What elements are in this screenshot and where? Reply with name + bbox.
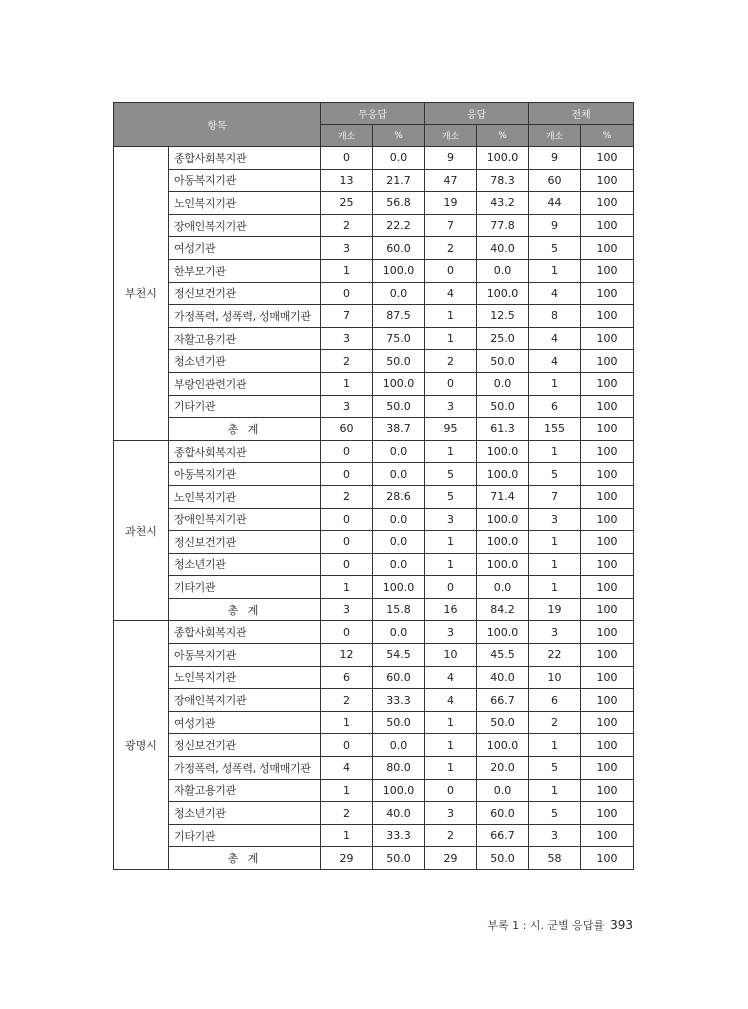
no-response-count-cell: 1 bbox=[321, 259, 373, 282]
table-row bbox=[114, 531, 634, 554]
table-row bbox=[114, 305, 634, 328]
no-response-percent-cell: 50.0 bbox=[373, 395, 425, 418]
total-percent-cell: 100 bbox=[581, 485, 634, 508]
institution-label: 기타기관 bbox=[169, 395, 321, 418]
total-count-cell: 60 bbox=[529, 169, 581, 192]
total-percent-cell: 100 bbox=[581, 259, 634, 282]
no-response-count-cell: 13 bbox=[321, 169, 373, 192]
no-response-percent-cell: 56.8 bbox=[373, 192, 425, 215]
no-response-count-cell: 1 bbox=[321, 372, 373, 395]
total-label: 총 계 bbox=[169, 418, 321, 441]
response-count-cell: 3 bbox=[425, 508, 477, 531]
response-rate-table bbox=[113, 102, 634, 870]
institution-label: 정신보건기관 bbox=[169, 734, 321, 757]
total-count-cell: 6 bbox=[529, 395, 581, 418]
total-percent-cell: 100 bbox=[581, 350, 634, 373]
no-response-count-cell: 2 bbox=[321, 485, 373, 508]
no-response-percent-cell: 87.5 bbox=[373, 305, 425, 328]
table-row bbox=[114, 327, 634, 350]
no-response-percent-cell: 0.0 bbox=[373, 553, 425, 576]
no-response-percent-cell: 38.7 bbox=[373, 418, 425, 441]
total-label: 총 계 bbox=[169, 847, 321, 870]
total-percent-cell: 100 bbox=[581, 689, 634, 712]
no-response-count-cell: 4 bbox=[321, 757, 373, 780]
total-percent-cell: 100 bbox=[581, 192, 634, 215]
no-response-percent-cell: 0.0 bbox=[373, 621, 425, 644]
table-row bbox=[114, 644, 634, 667]
institution-label: 장애인복지기관 bbox=[169, 689, 321, 712]
total-row bbox=[114, 418, 634, 441]
table-row bbox=[114, 824, 634, 847]
response-count-cell: 16 bbox=[425, 598, 477, 621]
total-count-cell: 1 bbox=[529, 372, 581, 395]
table-body bbox=[114, 147, 634, 870]
table-row bbox=[114, 711, 634, 734]
no-response-percent-cell: 50.0 bbox=[373, 350, 425, 373]
institution-label: 부랑인관련기관 bbox=[169, 372, 321, 395]
total-count-cell: 1 bbox=[529, 779, 581, 802]
institution-label: 기타기관 bbox=[169, 824, 321, 847]
total-percent-cell: 100 bbox=[581, 372, 634, 395]
total-percent-cell: 100 bbox=[581, 553, 634, 576]
no-response-count-cell: 7 bbox=[321, 305, 373, 328]
response-percent-cell: 50.0 bbox=[477, 350, 529, 373]
total-count-cell: 6 bbox=[529, 689, 581, 712]
total-percent-cell: 100 bbox=[581, 666, 634, 689]
total-count-cell: 1 bbox=[529, 440, 581, 463]
table-row bbox=[114, 508, 634, 531]
table-row bbox=[114, 621, 634, 644]
total-count-cell: 3 bbox=[529, 508, 581, 531]
total-count-cell: 5 bbox=[529, 237, 581, 260]
response-count-cell: 1 bbox=[425, 440, 477, 463]
no-response-percent-cell: 21.7 bbox=[373, 169, 425, 192]
response-percent-cell: 60.0 bbox=[477, 802, 529, 825]
page-footer bbox=[440, 917, 633, 933]
no-response-percent-cell: 54.5 bbox=[373, 644, 425, 667]
no-response-percent-cell: 22.2 bbox=[373, 214, 425, 237]
response-percent-cell: 40.0 bbox=[477, 666, 529, 689]
total-percent-cell: 100 bbox=[581, 305, 634, 328]
response-count-cell: 29 bbox=[425, 847, 477, 870]
no-response-percent-cell: 0.0 bbox=[373, 463, 425, 486]
response-percent-cell: 12.5 bbox=[477, 305, 529, 328]
institution-label: 한부모기관 bbox=[169, 259, 321, 282]
response-percent-cell: 50.0 bbox=[477, 395, 529, 418]
response-count-cell: 1 bbox=[425, 305, 477, 328]
header-total: 전체 bbox=[529, 103, 634, 125]
no-response-percent-cell: 0.0 bbox=[373, 508, 425, 531]
no-response-count-cell: 0 bbox=[321, 508, 373, 531]
no-response-percent-cell: 80.0 bbox=[373, 757, 425, 780]
institution-label: 종합사회복지관 bbox=[169, 440, 321, 463]
response-count-cell: 19 bbox=[425, 192, 477, 215]
response-percent-cell: 78.3 bbox=[477, 169, 529, 192]
total-count-cell: 10 bbox=[529, 666, 581, 689]
total-row bbox=[114, 598, 634, 621]
header-response: 응답 bbox=[425, 103, 529, 125]
institution-label: 여성기관 bbox=[169, 237, 321, 260]
total-percent-cell: 100 bbox=[581, 147, 634, 170]
no-response-count-cell: 2 bbox=[321, 350, 373, 373]
no-response-count-cell: 0 bbox=[321, 147, 373, 170]
no-response-percent-cell: 0.0 bbox=[373, 531, 425, 554]
no-response-percent-cell: 0.0 bbox=[373, 440, 425, 463]
header-sub-percent: % bbox=[373, 125, 425, 147]
total-percent-cell: 100 bbox=[581, 824, 634, 847]
total-percent-cell: 100 bbox=[581, 711, 634, 734]
institution-label: 아동복지기관 bbox=[169, 463, 321, 486]
response-count-cell: 1 bbox=[425, 553, 477, 576]
table-row bbox=[114, 734, 634, 757]
response-percent-cell: 100.0 bbox=[477, 508, 529, 531]
no-response-count-cell: 60 bbox=[321, 418, 373, 441]
total-count-cell: 5 bbox=[529, 757, 581, 780]
table-row bbox=[114, 802, 634, 825]
no-response-percent-cell: 100.0 bbox=[373, 576, 425, 599]
no-response-count-cell: 2 bbox=[321, 689, 373, 712]
response-percent-cell: 45.5 bbox=[477, 644, 529, 667]
response-count-cell: 9 bbox=[425, 147, 477, 170]
response-count-cell: 2 bbox=[425, 824, 477, 847]
no-response-count-cell: 2 bbox=[321, 214, 373, 237]
response-percent-cell: 0.0 bbox=[477, 576, 529, 599]
table-row bbox=[114, 147, 634, 170]
institution-label: 여성기관 bbox=[169, 711, 321, 734]
total-count-cell: 7 bbox=[529, 485, 581, 508]
header-sub-percent: % bbox=[477, 125, 529, 147]
institution-label: 자활고용기관 bbox=[169, 779, 321, 802]
institution-label: 아동복지기관 bbox=[169, 644, 321, 667]
response-percent-cell: 100.0 bbox=[477, 621, 529, 644]
institution-label: 정신보건기관 bbox=[169, 282, 321, 305]
no-response-percent-cell: 75.0 bbox=[373, 327, 425, 350]
no-response-percent-cell: 40.0 bbox=[373, 802, 425, 825]
no-response-count-cell: 0 bbox=[321, 734, 373, 757]
no-response-count-cell: 25 bbox=[321, 192, 373, 215]
total-percent-cell: 100 bbox=[581, 395, 634, 418]
institution-label: 정신보건기관 bbox=[169, 531, 321, 554]
no-response-percent-cell: 28.6 bbox=[373, 485, 425, 508]
institution-label: 종합사회복지관 bbox=[169, 621, 321, 644]
institution-label: 가정폭력, 성폭력, 성매매기관 bbox=[169, 305, 321, 328]
total-percent-cell: 100 bbox=[581, 282, 634, 305]
response-percent-cell: 0.0 bbox=[477, 259, 529, 282]
no-response-count-cell: 6 bbox=[321, 666, 373, 689]
header-sub-count: 개소 bbox=[425, 125, 477, 147]
total-percent-cell: 100 bbox=[581, 169, 634, 192]
region-label: 광명시 bbox=[114, 621, 169, 870]
response-count-cell: 0 bbox=[425, 779, 477, 802]
no-response-count-cell: 0 bbox=[321, 282, 373, 305]
total-percent-cell: 100 bbox=[581, 463, 634, 486]
total-count-cell: 3 bbox=[529, 824, 581, 847]
table-row bbox=[114, 395, 634, 418]
no-response-percent-cell: 33.3 bbox=[373, 824, 425, 847]
total-count-cell: 155 bbox=[529, 418, 581, 441]
response-count-cell: 5 bbox=[425, 485, 477, 508]
total-count-cell: 22 bbox=[529, 644, 581, 667]
response-percent-cell: 25.0 bbox=[477, 327, 529, 350]
institution-label: 아동복지기관 bbox=[169, 169, 321, 192]
response-percent-cell: 20.0 bbox=[477, 757, 529, 780]
response-count-cell: 1 bbox=[425, 711, 477, 734]
institution-label: 노인복지기관 bbox=[169, 192, 321, 215]
total-percent-cell: 100 bbox=[581, 214, 634, 237]
total-count-cell: 58 bbox=[529, 847, 581, 870]
total-count-cell: 4 bbox=[529, 327, 581, 350]
response-count-cell: 1 bbox=[425, 531, 477, 554]
response-count-cell: 3 bbox=[425, 395, 477, 418]
table-row bbox=[114, 779, 634, 802]
table-row bbox=[114, 350, 634, 373]
total-count-cell: 9 bbox=[529, 214, 581, 237]
response-count-cell: 4 bbox=[425, 282, 477, 305]
total-count-cell: 9 bbox=[529, 147, 581, 170]
table-row bbox=[114, 237, 634, 260]
institution-label: 장애인복지기관 bbox=[169, 214, 321, 237]
header-item: 항목 bbox=[114, 103, 321, 147]
no-response-count-cell: 3 bbox=[321, 598, 373, 621]
no-response-percent-cell: 0.0 bbox=[373, 147, 425, 170]
response-count-cell: 0 bbox=[425, 576, 477, 599]
no-response-percent-cell: 33.3 bbox=[373, 689, 425, 712]
no-response-count-cell: 0 bbox=[321, 531, 373, 554]
response-percent-cell: 0.0 bbox=[477, 779, 529, 802]
response-percent-cell: 77.8 bbox=[477, 214, 529, 237]
footer-text: 부록 1 : 시. 군별 응답률 bbox=[487, 919, 605, 932]
no-response-count-cell: 3 bbox=[321, 327, 373, 350]
total-percent-cell: 100 bbox=[581, 644, 634, 667]
response-percent-cell: 50.0 bbox=[477, 847, 529, 870]
table-row bbox=[114, 689, 634, 712]
response-percent-cell: 0.0 bbox=[477, 372, 529, 395]
header-no-response: 무응답 bbox=[321, 103, 425, 125]
response-percent-cell: 66.7 bbox=[477, 824, 529, 847]
table-row bbox=[114, 553, 634, 576]
response-percent-cell: 61.3 bbox=[477, 418, 529, 441]
response-count-cell: 1 bbox=[425, 734, 477, 757]
total-percent-cell: 100 bbox=[581, 531, 634, 554]
no-response-percent-cell: 100.0 bbox=[373, 779, 425, 802]
no-response-count-cell: 0 bbox=[321, 440, 373, 463]
page-number: 393 bbox=[610, 918, 633, 932]
institution-label: 장애인복지기관 bbox=[169, 508, 321, 531]
institution-label: 청소년기관 bbox=[169, 553, 321, 576]
total-count-cell: 4 bbox=[529, 282, 581, 305]
response-count-cell: 7 bbox=[425, 214, 477, 237]
table-row bbox=[114, 440, 634, 463]
table-row bbox=[114, 666, 634, 689]
response-percent-cell: 71.4 bbox=[477, 485, 529, 508]
response-count-cell: 95 bbox=[425, 418, 477, 441]
table-row bbox=[114, 576, 634, 599]
response-count-cell: 1 bbox=[425, 757, 477, 780]
header-sub-count: 개소 bbox=[321, 125, 373, 147]
table-header bbox=[114, 103, 634, 147]
total-count-cell: 44 bbox=[529, 192, 581, 215]
response-count-cell: 1 bbox=[425, 327, 477, 350]
total-count-cell: 1 bbox=[529, 531, 581, 554]
no-response-percent-cell: 50.0 bbox=[373, 847, 425, 870]
header-sub-count: 개소 bbox=[529, 125, 581, 147]
no-response-count-cell: 3 bbox=[321, 395, 373, 418]
no-response-count-cell: 12 bbox=[321, 644, 373, 667]
total-count-cell: 1 bbox=[529, 553, 581, 576]
table-row bbox=[114, 192, 634, 215]
no-response-percent-cell: 50.0 bbox=[373, 711, 425, 734]
total-count-cell: 8 bbox=[529, 305, 581, 328]
no-response-percent-cell: 0.0 bbox=[373, 734, 425, 757]
table-row bbox=[114, 757, 634, 780]
response-percent-cell: 100.0 bbox=[477, 463, 529, 486]
response-percent-cell: 100.0 bbox=[477, 147, 529, 170]
response-count-cell: 4 bbox=[425, 666, 477, 689]
total-row bbox=[114, 847, 634, 870]
total-percent-cell: 100 bbox=[581, 327, 634, 350]
response-percent-cell: 100.0 bbox=[477, 531, 529, 554]
response-count-cell: 4 bbox=[425, 689, 477, 712]
total-percent-cell: 100 bbox=[581, 237, 634, 260]
no-response-count-cell: 1 bbox=[321, 711, 373, 734]
response-count-cell: 47 bbox=[425, 169, 477, 192]
table-row bbox=[114, 282, 634, 305]
total-count-cell: 19 bbox=[529, 598, 581, 621]
table-row bbox=[114, 372, 634, 395]
no-response-count-cell: 0 bbox=[321, 621, 373, 644]
total-percent-cell: 100 bbox=[581, 418, 634, 441]
table-row bbox=[114, 259, 634, 282]
response-count-cell: 0 bbox=[425, 372, 477, 395]
table-row bbox=[114, 214, 634, 237]
no-response-count-cell: 1 bbox=[321, 779, 373, 802]
total-percent-cell: 100 bbox=[581, 508, 634, 531]
total-percent-cell: 100 bbox=[581, 847, 634, 870]
no-response-count-cell: 1 bbox=[321, 824, 373, 847]
total-percent-cell: 100 bbox=[581, 576, 634, 599]
institution-label: 노인복지기관 bbox=[169, 666, 321, 689]
table-row bbox=[114, 485, 634, 508]
no-response-count-cell: 0 bbox=[321, 463, 373, 486]
no-response-percent-cell: 60.0 bbox=[373, 666, 425, 689]
institution-label: 자활고용기관 bbox=[169, 327, 321, 350]
header-sub-percent: % bbox=[581, 125, 634, 147]
no-response-count-cell: 2 bbox=[321, 802, 373, 825]
total-count-cell: 4 bbox=[529, 350, 581, 373]
response-percent-cell: 43.2 bbox=[477, 192, 529, 215]
total-label: 총 계 bbox=[169, 598, 321, 621]
response-count-cell: 2 bbox=[425, 237, 477, 260]
region-label: 부천시 bbox=[114, 147, 169, 441]
total-percent-cell: 100 bbox=[581, 621, 634, 644]
response-percent-cell: 100.0 bbox=[477, 440, 529, 463]
table-row bbox=[114, 169, 634, 192]
total-percent-cell: 100 bbox=[581, 802, 634, 825]
response-percent-cell: 50.0 bbox=[477, 711, 529, 734]
no-response-percent-cell: 100.0 bbox=[373, 259, 425, 282]
institution-label: 청소년기관 bbox=[169, 350, 321, 373]
total-count-cell: 1 bbox=[529, 576, 581, 599]
response-count-cell: 3 bbox=[425, 621, 477, 644]
total-percent-cell: 100 bbox=[581, 734, 634, 757]
response-count-cell: 0 bbox=[425, 259, 477, 282]
institution-label: 청소년기관 bbox=[169, 802, 321, 825]
no-response-count-cell: 29 bbox=[321, 847, 373, 870]
table-row bbox=[114, 463, 634, 486]
response-count-cell: 3 bbox=[425, 802, 477, 825]
no-response-percent-cell: 15.8 bbox=[373, 598, 425, 621]
total-count-cell: 5 bbox=[529, 802, 581, 825]
response-percent-cell: 100.0 bbox=[477, 734, 529, 757]
no-response-count-cell: 0 bbox=[321, 553, 373, 576]
no-response-percent-cell: 100.0 bbox=[373, 372, 425, 395]
response-percent-cell: 66.7 bbox=[477, 689, 529, 712]
institution-label: 종합사회복지관 bbox=[169, 147, 321, 170]
response-count-cell: 5 bbox=[425, 463, 477, 486]
response-percent-cell: 100.0 bbox=[477, 282, 529, 305]
response-percent-cell: 40.0 bbox=[477, 237, 529, 260]
total-percent-cell: 100 bbox=[581, 757, 634, 780]
total-count-cell: 2 bbox=[529, 711, 581, 734]
no-response-percent-cell: 60.0 bbox=[373, 237, 425, 260]
institution-label: 가정폭력, 성폭력, 성매매기관 bbox=[169, 757, 321, 780]
no-response-percent-cell: 0.0 bbox=[373, 282, 425, 305]
total-percent-cell: 100 bbox=[581, 598, 634, 621]
institution-label: 기타기관 bbox=[169, 576, 321, 599]
total-count-cell: 3 bbox=[529, 621, 581, 644]
region-label: 과천시 bbox=[114, 440, 169, 621]
response-percent-cell: 84.2 bbox=[477, 598, 529, 621]
total-count-cell: 1 bbox=[529, 259, 581, 282]
total-count-cell: 5 bbox=[529, 463, 581, 486]
total-count-cell: 1 bbox=[529, 734, 581, 757]
response-count-cell: 10 bbox=[425, 644, 477, 667]
no-response-count-cell: 3 bbox=[321, 237, 373, 260]
response-percent-cell: 100.0 bbox=[477, 553, 529, 576]
total-percent-cell: 100 bbox=[581, 779, 634, 802]
institution-label: 노인복지기관 bbox=[169, 485, 321, 508]
total-percent-cell: 100 bbox=[581, 440, 634, 463]
response-count-cell: 2 bbox=[425, 350, 477, 373]
no-response-count-cell: 1 bbox=[321, 576, 373, 599]
